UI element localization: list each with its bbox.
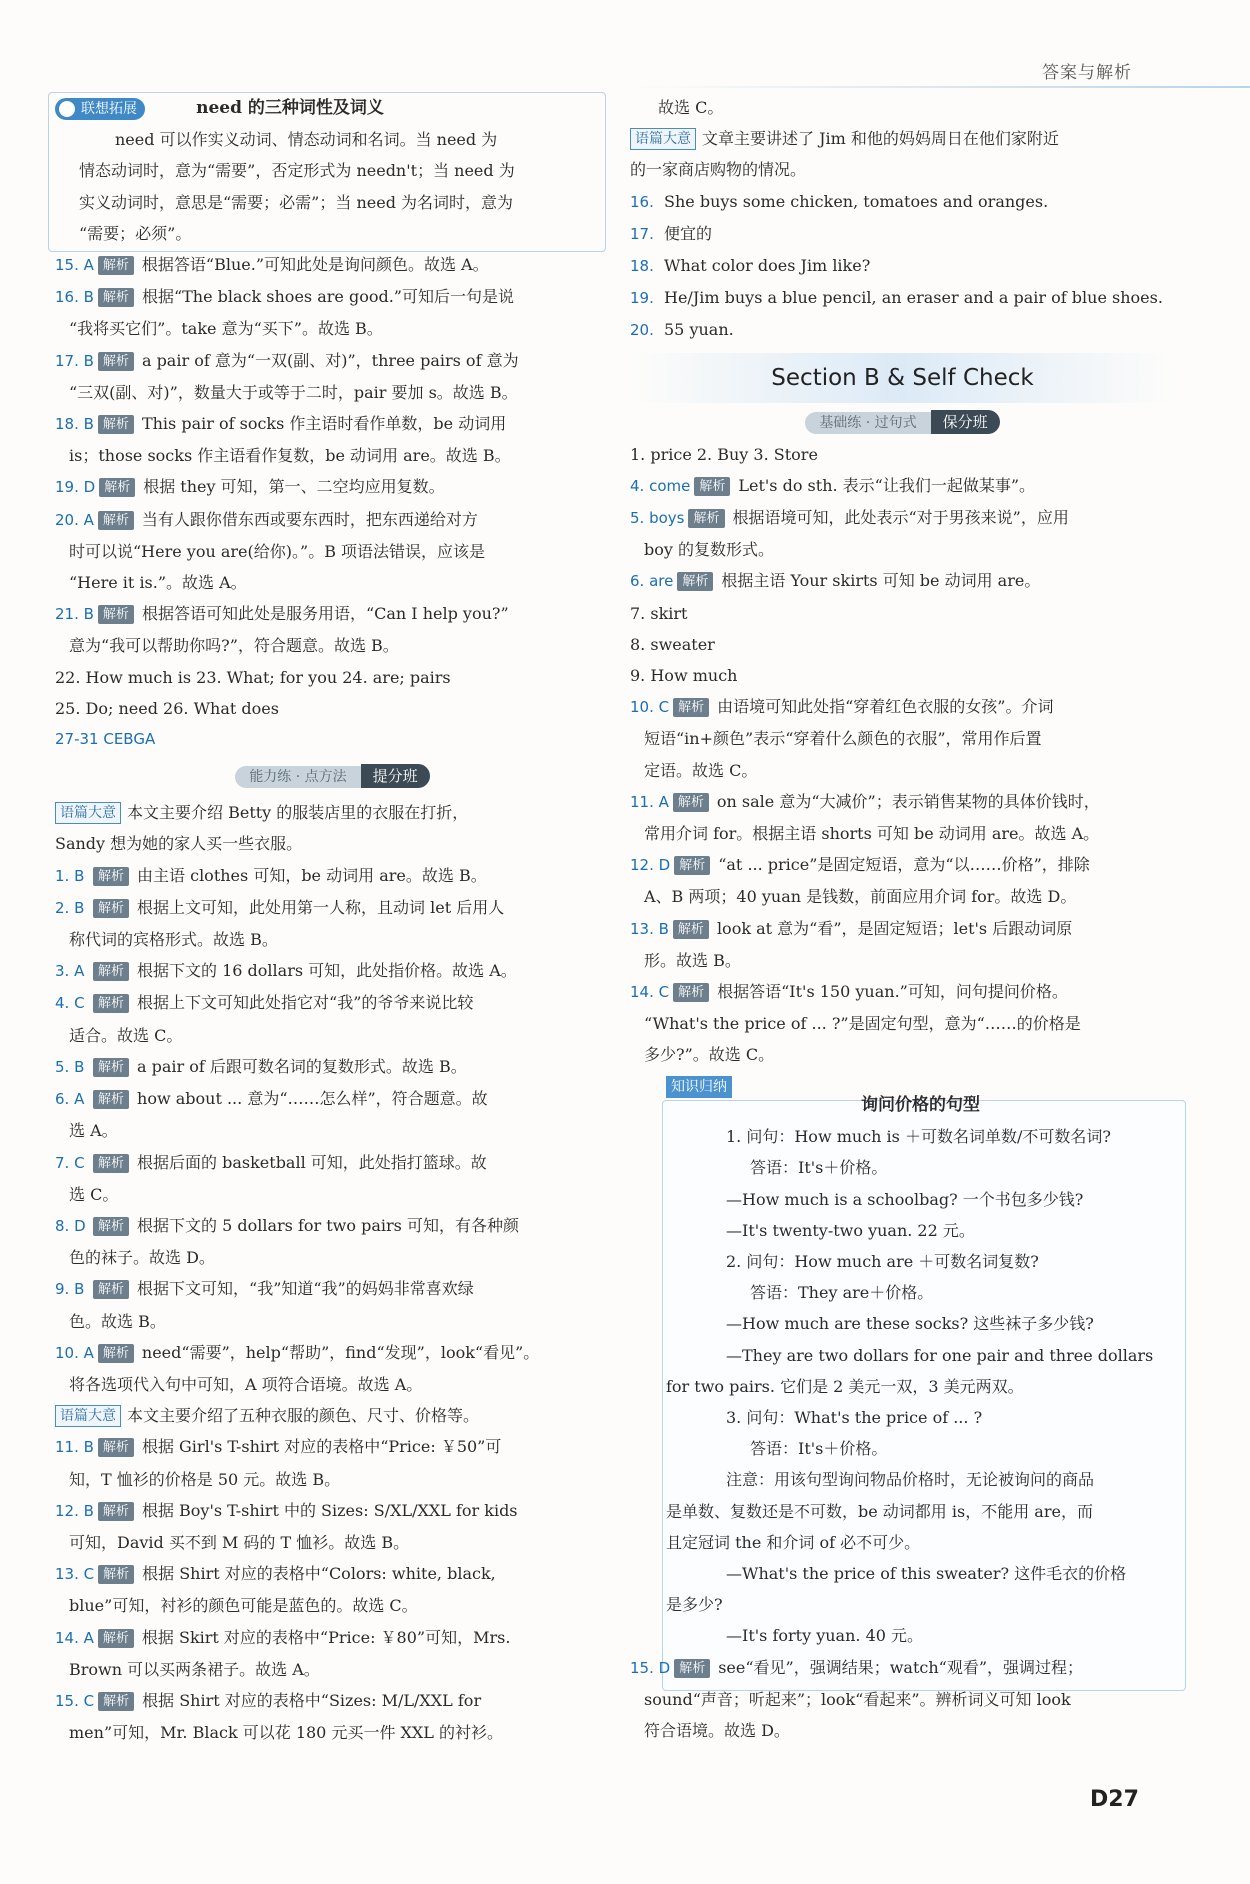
answer-continuation: 适合。故选 C。 (69, 1025, 183, 1045)
reading-tag: 语篇大意 (630, 128, 696, 150)
knowledge-line: 答语：They are＋价格。 (750, 1283, 934, 1303)
knowledge-line: —It's forty yuan. 40 元。 (726, 1626, 924, 1646)
knowledge-line: for two pairs. 它们是 2 美元一双，3 美元两双。 (666, 1376, 1024, 1396)
analysis-tag: 解析 (93, 1058, 129, 1077)
knowledge-tag: 知识归纳 (666, 1076, 732, 1098)
answer-text: 根据 they 可知，第一、二空均应用复数。 (143, 477, 445, 497)
answer-text: need“需要”，help“帮助”，find“发现”，look“看见”。 (141, 1342, 540, 1362)
answer-text: 1. price 2. Buy 3. Store (630, 444, 818, 464)
answer-item (55, 408, 610, 440)
answer-text: 根据语境可知，此处表示“对于男孩来说”，应用 (732, 508, 1069, 528)
answer-item (630, 1652, 1175, 1684)
knowledge-line: —They are two dollars for one pair and three dollars (726, 1345, 1154, 1365)
continued-line: 故选 C。 (658, 98, 724, 117)
answer-number: 4. C (55, 994, 85, 1013)
answer-text: a pair of 意为“一双(副、对)”，three pairs of 意为 (141, 350, 519, 370)
answer-number: 19. (630, 289, 654, 308)
answer-number: 17. (630, 224, 654, 243)
analysis-tag: 解析 (98, 1502, 134, 1521)
answer-continuation: 定语。故选 C。 (644, 760, 758, 780)
extension-tag: 联想拓展 (55, 98, 145, 120)
answer-text: 根据答语可知此处是服务用语，“Can I help you?” (141, 604, 509, 624)
answers-group-b (55, 860, 610, 1400)
answers-group-g (630, 691, 1175, 1070)
answer-item (55, 955, 610, 987)
answer-number: 14. C (630, 983, 670, 1002)
answer-text: 根据下文可知，“我”知道“我”的妈妈非常喜欢绿 (137, 1279, 474, 1299)
answer-number: 21. B (55, 605, 94, 624)
answer-text: 根据主语 Your skirts 可知 be 动词用 are。 (721, 571, 1041, 591)
answer-number: 16. B (55, 288, 94, 307)
answer-line-27 (55, 724, 610, 755)
answer-item (55, 598, 610, 630)
answers-group-e (630, 470, 1175, 598)
answer-item (55, 1210, 610, 1242)
answer-continuation: 称代词的宾格形式。故选 B。 (69, 930, 278, 950)
reading-continuation: 的一家商店购物的情况。 (630, 160, 807, 180)
reading-summary-2 (55, 1400, 610, 1431)
answer-item: 7. skirt (630, 603, 688, 623)
answer-number: 13. B (630, 919, 669, 938)
answer-item (630, 786, 1175, 818)
reading-tag: 语篇大意 (55, 1405, 121, 1427)
answer-item (630, 913, 1175, 945)
knowledge-line: 2. 问句：How much are ＋可数名词复数? (726, 1251, 1039, 1271)
analysis-tag: 解析 (677, 572, 713, 591)
header-title: 答案与解析 (1042, 63, 1132, 83)
answer-item (630, 849, 1175, 881)
reading-line (55, 1400, 610, 1431)
answer-text: 根据上文可知，此处用第一人称，且动词 let 后用人 (137, 897, 505, 917)
answer-continuation: 多少?”。故选 C。 (644, 1045, 775, 1065)
extension-header (55, 92, 610, 124)
answer-number: 19. D (55, 478, 96, 497)
answer-number: 13. C (55, 1565, 95, 1584)
extension-line: 实义动词时，意思是“需要；必需”；当 need 为名词时，意为 (79, 192, 514, 212)
answer-number: 1. B (55, 866, 85, 885)
knowledge-line: 答语：It's＋价格。 (750, 1439, 888, 1459)
answer-number: 2. B (55, 898, 85, 917)
answer-number: 18. (630, 257, 654, 276)
answer-item (630, 565, 1175, 597)
answer-text: 根据后面的 basketball 可知，此处指打篮球。故 (137, 1152, 487, 1172)
answers-group-c (55, 1431, 610, 1748)
analysis-tag: 解析 (674, 1659, 710, 1678)
answer-text: 根据下文的 16 dollars 可知，此处指价格。故选 A。 (137, 961, 517, 981)
answer-number: 11. A (630, 792, 669, 811)
answer-item (630, 282, 1175, 314)
answers-group-a (55, 249, 610, 662)
banner-right: 保分班 (931, 410, 1000, 434)
answer-continuation: 将各选项代入句中可知，A 项符合语境。故选 A。 (69, 1374, 423, 1394)
knowledge-line: 是单数、复数还是不可数，be 动词都用 is，不能用 are，而 (666, 1501, 1093, 1521)
knowledge-line: 3. 问句：What's the price of ... ? (726, 1407, 983, 1427)
reading-line (630, 123, 1175, 154)
answer-number: 16. (630, 192, 654, 211)
answer-text: see“看见”，强调结果；watch“观看”，强调过程； (718, 1657, 1084, 1677)
answer-number: 10. C (630, 698, 670, 717)
answer-number: 12. D (630, 856, 671, 875)
reading-summary-1 (55, 797, 610, 859)
answer-text: on sale 意为“大减价”；表示销售某物的具体价钱时， (716, 791, 1100, 811)
knowledge-line: —How much are these socks? 这些袜子多少钱? (726, 1314, 1094, 1334)
analysis-tag: 解析 (93, 1280, 129, 1299)
answer-number: 20. (630, 321, 654, 340)
reading-text: 本文主要介绍了五种衣服的颜色、尺寸、价格等。 (127, 1406, 480, 1426)
analysis-tag: 解析 (98, 605, 134, 624)
answer-continuation: Brown 可以买两条裙子。故选 A。 (69, 1659, 320, 1679)
extension-body (55, 124, 610, 249)
analysis-tag: 解析 (98, 415, 134, 434)
answer-number: 20. A (55, 510, 94, 529)
answer-item (630, 314, 1175, 346)
answer-text: look at 意为“看”，是固定短语；let's 后跟动词原 (716, 918, 1073, 938)
answer-number: 5. boys (630, 509, 685, 528)
answer-continuation: 色的袜子。故选 D。 (69, 1248, 215, 1268)
reading-continuation: Sandy 想为她的家人买一些衣服。 (55, 834, 303, 854)
answer-number: 15. C (55, 1691, 95, 1710)
answer-continuation: 意为“我可以帮助你吗?”，符合题意。故选 B。 (69, 636, 399, 656)
answer-item (55, 1051, 610, 1083)
answer-number: 6. A (55, 1090, 85, 1109)
answer-number: 8. D (55, 1216, 86, 1235)
answer-item (55, 1558, 610, 1590)
answer-line-22 (55, 662, 610, 693)
answer-item (55, 860, 610, 892)
banner-right: 提分班 (361, 764, 430, 788)
analysis-tag: 解析 (98, 1692, 134, 1711)
analysis-tag: 解析 (673, 793, 709, 812)
answer-number: 4. come (630, 476, 691, 495)
answer-text: What color does Jim like? (664, 256, 871, 276)
answer-line-1 (630, 439, 1175, 470)
answer-continuation: sound“声音；听起来”；look“看起来”。辨析词义可知 look (644, 1689, 1071, 1709)
answer-number: 7. C (55, 1153, 85, 1172)
answer-number: 15. A (55, 256, 94, 275)
answer-item (55, 1622, 610, 1654)
knowledge-content (630, 1071, 1175, 1652)
answer-item: 8. sweater (630, 634, 715, 654)
header-divider (630, 86, 1250, 88)
answer-item (55, 471, 610, 503)
answer-text: 根据答语“Blue.”可知此处是询问颜色。故选 A。 (141, 255, 489, 275)
answer-number: 10. A (55, 1343, 94, 1362)
answer-text: “at ... price”是固定短语，意为“以……价格”，排除 (718, 855, 1090, 875)
answer-continuation: blue”可知，衬衫的颜色可能是蓝色的。故选 C。 (69, 1596, 418, 1616)
answer-text: 25. Do; need 26. What does (55, 698, 279, 718)
answer-item (630, 691, 1175, 723)
answer-continuation: “三双(副、对)”，数量大于或等于二时，pair 要加 s。故选 B。 (69, 382, 518, 402)
answer-continuation: boy 的复数形式。 (644, 540, 775, 560)
reading-text: 本文主要介绍 Betty 的服装店里的衣服在打折， (127, 803, 469, 823)
analysis-tag: 解析 (93, 867, 129, 886)
analysis-tag: 解析 (98, 1565, 134, 1584)
reading-text: 文章主要讲述了 Jim 和他的妈妈周日在他们家附近 (702, 129, 1059, 149)
answer-item (55, 504, 610, 536)
knowledge-line: 且定冠词 the 和介词 of 必不可少。 (666, 1532, 921, 1552)
answer-number: 5. B (55, 1057, 85, 1076)
answers-group-h (630, 1652, 1175, 1747)
answer-text: 当有人跟你借东西或要东西时，把东西递给对方 (141, 509, 478, 529)
answer-continuation: “Here it is.”。故选 A。 (69, 573, 247, 593)
answer-continuation: 短语“in+颜色”表示“穿着什么颜色的衣服”，常用作后置 (644, 729, 1042, 749)
answer-continuation: “What's the price of ... ?”是固定句型，意为“……的价格是 (644, 1014, 1081, 1034)
answer-item (630, 186, 1175, 218)
analysis-tag: 解析 (98, 1438, 134, 1457)
answer-number: 6. are (630, 572, 674, 591)
analysis-tag: 解析 (98, 1344, 134, 1363)
answer-text: 根据 Girl's T-shirt 对应的表格中“Price: ￥50”可 (141, 1437, 502, 1457)
answer-text: 根据下文的 5 dollars for two pairs 可知，有各种颜 (137, 1215, 519, 1235)
analysis-tag: 解析 (93, 1154, 129, 1173)
answer-continuation: 符合语境。故选 D。 (644, 1720, 790, 1740)
answer-number: 9. B (55, 1280, 85, 1299)
answer-item (55, 1431, 610, 1463)
answer-continuation: 时可以说“Here you are(给你)。”。B 项语法错误，应该是 (69, 541, 486, 561)
reading-line (55, 797, 610, 828)
banner-left: 能力练 · 点方法 (235, 766, 360, 788)
answer-item (630, 250, 1175, 282)
page-number: D27 (1090, 1787, 1139, 1812)
section-title: Section B & Self Check (630, 353, 1175, 403)
knowledge-line: —How much is a schoolbag? 一个书包多少钱? (726, 1189, 1084, 1209)
answer-continuation: is；those socks 作主语看作复数，be 动词用 are。故选 B。 (69, 446, 511, 466)
answer-item (55, 249, 610, 281)
answer-number: 3. A (55, 962, 85, 981)
answer-item (630, 502, 1175, 534)
knowledge-line: —What's the price of this sweater? 这件毛衣的价格 (726, 1563, 1127, 1583)
knowledge-line: 答语：It's＋价格。 (750, 1158, 888, 1178)
analysis-tag: 解析 (93, 1217, 129, 1236)
answer-continuation: 知，T 恤衫的价格是 50 元。故选 B。 (69, 1469, 341, 1489)
answer-item (55, 1147, 610, 1179)
extension-line: need 可以作实义动词、情态动词和名词。当 need 为 (115, 130, 498, 150)
knowledge-line: 注意：用该句型询问物品价格时，无论被询问的商品 (726, 1470, 1095, 1490)
knowledge-line: 1. 问句：How much is ＋可数名词单数/不可数名词? (726, 1127, 1111, 1147)
answer-item (55, 1337, 610, 1369)
answer-text: 根据 Shirt 对应的表格中“Colors: white, black, (142, 1564, 496, 1584)
level-banner-2 (630, 405, 1175, 439)
answer-item (630, 976, 1175, 1008)
answers-group-d (630, 186, 1175, 347)
answer-text: a pair of 后跟可数名词的复数形式。故选 B。 (137, 1056, 467, 1076)
knowledge-lines (666, 1121, 1175, 1651)
answer-item (55, 345, 610, 377)
level-banner-1 (55, 759, 610, 793)
answer-text: This pair of socks 作主语时看作单数，be 动词用 (141, 414, 507, 434)
answer-line-25 (55, 693, 610, 724)
analysis-tag: 解析 (93, 1090, 129, 1109)
answer-text: She buys some chicken, tomatoes and oranges. (664, 191, 1049, 211)
analysis-tag: 解析 (98, 1629, 134, 1648)
knowledge-title: 询问价格的句型 (861, 1094, 980, 1115)
banner-left: 基础练 · 过句式 (805, 412, 930, 434)
answer-text: 由主语 clothes 可知，be 动词用 are。故选 B。 (137, 865, 487, 885)
answer-continuation: A、B 两项；40 yuan 是钱数，前面应用介词 for。故选 D。 (644, 887, 1077, 907)
answer-text: 55 yuan. (664, 320, 734, 340)
answer-item (630, 470, 1175, 502)
answer-text: 27-31 CEBGA (55, 730, 156, 749)
answer-text: 根据 Shirt 对应的表格中“Sizes: M/L/XXL for (142, 1690, 482, 1710)
answer-text: 22. How much is 23. What; for you 24. are; pairs (55, 667, 451, 687)
answer-continuation: 常用介词 for。根据主语 shorts 可知 be 动词用 are。故选 A。 (644, 824, 1100, 844)
answer-item (55, 1273, 610, 1305)
analysis-tag: 解析 (674, 856, 710, 875)
answer-item (55, 987, 610, 1019)
analysis-tag: 解析 (93, 962, 129, 981)
answer-text: 根据 Skirt 对应的表格中“Price: ￥80”可知，Mrs. (141, 1627, 511, 1647)
analysis-tag: 解析 (694, 477, 730, 496)
knowledge-line: 是多少? (666, 1595, 723, 1615)
answer-text: 便宜的 (664, 223, 713, 243)
analysis-tag: 解析 (98, 352, 134, 371)
answer-continuation: 形。故选 B。 (644, 950, 741, 970)
extension-title: need 的三种词性及词义 (196, 98, 384, 118)
analysis-tag: 解析 (99, 478, 135, 497)
extension-line: 情态动词时，意为“需要”，否定形式为 needn't；当 need 为 (79, 161, 515, 181)
analysis-tag: 解析 (673, 698, 709, 717)
answers-group-f (630, 598, 1175, 692)
answer-text: Let's do sth. 表示“让我们一起做某事”。 (738, 475, 1036, 495)
answer-continuation: 选 A。 (69, 1121, 118, 1141)
analysis-tag: 解析 (93, 994, 129, 1013)
answer-text: 由语境可知此处指“穿着红色衣服的女孩”。介词 (717, 697, 1054, 717)
answer-item (55, 1083, 610, 1115)
answer-number: 14. A (55, 1628, 94, 1647)
answer-number: 17. B (55, 351, 94, 370)
extension-line: “需要；必须”。 (79, 223, 192, 243)
analysis-tag: 解析 (673, 920, 709, 939)
answer-continuation: “我将买它们”。take 意为“买下”。故选 B。 (69, 319, 383, 339)
answer-text: He/Jim buys a blue pencil, an eraser and a pair of blue shoes. (664, 288, 1163, 308)
analysis-tag: 解析 (93, 899, 129, 918)
analysis-tag: 解析 (673, 983, 709, 1002)
answer-number: 11. B (55, 1438, 94, 1457)
analysis-tag: 解析 (688, 509, 724, 528)
answer-text: 根据上下文可知此处指它对“我”的爷爷来说比较 (137, 993, 474, 1013)
answer-item (55, 1495, 610, 1527)
answer-text: 根据“The black shoes are good.”可知后一句是说 (141, 287, 514, 307)
analysis-tag: 解析 (98, 256, 134, 275)
answer-text: 根据答语“It's 150 yuan.”可知，问句提问价格。 (717, 982, 1068, 1002)
left-column (55, 92, 610, 1748)
analysis-tag: 解析 (98, 511, 134, 530)
answer-item (55, 1685, 610, 1717)
answer-text: 根据 Boy's T-shirt 中的 Sizes: S/XL/XXL for kids (141, 1500, 518, 1520)
answer-number: 15. D (630, 1658, 671, 1677)
reading-summary-3 (630, 123, 1175, 185)
answer-item: 9. How much (630, 666, 738, 686)
reading-tag: 语篇大意 (55, 802, 121, 824)
right-column (630, 92, 1175, 1746)
answer-item (55, 281, 610, 313)
answer-text: how about ... 意为“……怎么样”，符合题意。故 (137, 1089, 488, 1109)
answer-number: 12. B (55, 1501, 94, 1520)
answer-continuation: 色。故选 B。 (69, 1311, 166, 1331)
answer-continuation: 选 C。 (69, 1184, 119, 1204)
answer-item (630, 218, 1175, 250)
answer-item (55, 892, 610, 924)
answer-continuation: 可知，David 买不到 M 码的 T 恤衫。故选 B。 (69, 1532, 410, 1552)
answer-continuation: men”可知，Mr. Black 可以花 180 元买一件 XXL 的衬衫。 (69, 1723, 504, 1743)
knowledge-line: —It's twenty-two yuan. 22 元。 (726, 1220, 975, 1240)
answer-number: 18. B (55, 415, 94, 434)
analysis-tag: 解析 (98, 288, 134, 307)
